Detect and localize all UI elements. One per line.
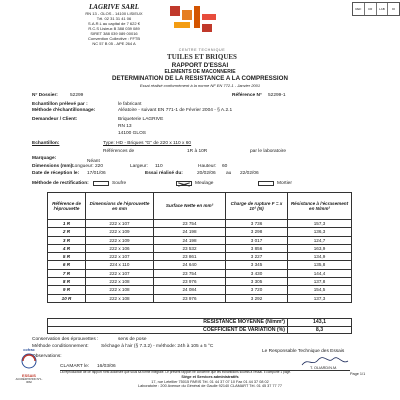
height-value: 60 [222, 164, 228, 169]
results-table [47, 192, 352, 303]
table-cell: 222 x 108 [86, 278, 154, 286]
table-cell: 222 x 109 [86, 236, 154, 244]
received-label: Date de réception le: [32, 171, 80, 176]
table-cell: 137,8 [288, 278, 352, 286]
brand-centre: CENTRE TECHNIQUE [178, 48, 226, 52]
page-number: Page 1/1 [350, 372, 366, 376]
table-cell: 222 x 108 [86, 294, 154, 302]
company-line: NC 57 B 05 - APE 264 A [92, 41, 136, 46]
signature-date: 16/03/06 [97, 364, 116, 369]
reference-value: 52299-1 [268, 93, 286, 98]
table-cell: 3 298 [226, 228, 288, 236]
footer-address: 17, rue Letellier 75015 PARIS Tél. 01 44 37 07 10 Fax 01 44 37 08 02 [151, 379, 269, 384]
column-header: Surface Nette en mm² [154, 193, 226, 220]
table-cell: 136,3 [288, 228, 352, 236]
table-cell: 24 640 [154, 261, 226, 269]
table-row [48, 286, 352, 294]
test-to-label: au [226, 171, 232, 176]
storage-value: sens de pose [118, 337, 147, 342]
dossier-label: N° Dossier: [32, 93, 58, 98]
table-cell: 2 R [48, 228, 86, 236]
footer-note: La reproduction de ce rapport n'est autorisée que sous sa forme intégrale. Le présent rapport ne concerne que les échantillons soumis à l'essai. Il comporte 1 page. [60, 370, 292, 374]
table-cell: 23 532 [154, 244, 226, 252]
refs-by: par le laboratoire [250, 149, 286, 154]
table-cell: 224 x 110 [86, 261, 154, 269]
dossier-value: 52299 [70, 93, 84, 98]
table-cell: 163,9 [288, 244, 352, 252]
report-heading: DETERMINATION DE LA RESISTANCE A LA COMPRESSION [112, 75, 288, 82]
table-row [48, 294, 352, 302]
table-cell: 222 x 106 [86, 244, 154, 252]
table-row [48, 220, 352, 228]
sampling-method-value: Aléatoire - suivant EN 771-1 de Février 2004 - § A.2.1 [118, 108, 233, 113]
sampling-label: Echantillon prélevé par : [32, 102, 88, 107]
marking-label: Marquage: [32, 156, 57, 161]
table-cell: 24 198 [154, 236, 226, 244]
table-cell: 3 305 [226, 278, 288, 286]
table-cell: 7 R [48, 269, 86, 277]
table-cell: 154,5 [288, 286, 352, 294]
table-cell: 23 754 [154, 220, 226, 228]
table-row [48, 236, 352, 244]
mortier-label: Mortier [277, 181, 292, 186]
ref-cell: REF [353, 3, 365, 15]
table-cell: 3 017 [226, 236, 288, 244]
width-value: 110 [155, 164, 163, 169]
reference-box [352, 2, 400, 16]
signature-role: Le Responsable Technique des Essais [262, 349, 345, 354]
footer-address-block [60, 375, 360, 389]
table-cell: 1 R [48, 220, 86, 228]
table-cell: 222 x 107 [86, 220, 154, 228]
table-cell: 134,9 [288, 253, 352, 261]
table-cell: 3 R [48, 236, 86, 244]
company-line: R.C.S Lisieux B 388 039 089 [88, 26, 140, 31]
company-line: Tél. 02 31 31 41 06 [96, 16, 132, 21]
summary-table [47, 318, 352, 334]
soufre-label: Soufre [112, 181, 127, 186]
cofrac-accreditation: ACCRÉDITATION N°1-0062 [15, 378, 43, 385]
ref-cell: DI [392, 7, 396, 11]
table-cell: 222 x 108 [86, 286, 154, 294]
mean-row [48, 319, 352, 327]
company-name: LAGRIVE SARL [89, 3, 139, 11]
ref-cell: LAB [377, 3, 389, 15]
test-from: 20/02/06 [197, 171, 216, 176]
company-line: RN 13 - GLOS - 14100 LISIEUX [85, 11, 143, 16]
table-cell: 3 345 [226, 261, 288, 269]
mean-value: 143,1 [288, 319, 352, 327]
dims-label: Dimensions (mm): [32, 164, 74, 169]
report-title: RAPPORT D'ESSAI [171, 62, 229, 69]
received-value: 17/01/06 [87, 171, 106, 176]
table-cell: 5 R [48, 253, 86, 261]
client-line: Briqueterie LAGRIVE [118, 117, 164, 122]
table-cell: 3 856 [226, 244, 288, 252]
brand-name: TUILES ET BRIQUES [167, 53, 237, 61]
table-row [48, 278, 352, 286]
table-cell: 3 292 [226, 294, 288, 302]
test-label: Essai réalisé du: [145, 171, 183, 176]
marking-value: Néant [87, 159, 100, 164]
table-row [48, 253, 352, 261]
table-cell: 23 754 [154, 269, 226, 277]
cofrac-sub: ESSAIS [22, 373, 36, 378]
ref-cell: CR [365, 3, 377, 15]
footer-seat: Siège et Services administratifs [181, 375, 239, 379]
conditioning-value: Séchage à l'air (§ 7.3.2) - méthode: 24h à 105 ± 5 °C [101, 344, 214, 349]
mortier-checkbox[interactable] [258, 181, 274, 186]
table-header-row [48, 193, 352, 220]
column-header: Charge de rupture F = x 10³ (N) [226, 193, 288, 220]
company-line: SIRET 388 039 089 00016 [90, 31, 138, 36]
column-header: Résistance à l'écrasement en N/mm² [288, 193, 352, 220]
table-cell: 222 x 107 [86, 253, 154, 261]
cofrac-brand: cofrac [23, 348, 35, 352]
table-cell: 23 976 [154, 294, 226, 302]
rectification-label: Méthode de rectification: [32, 181, 89, 186]
company-line: S.A.R.L au capital de 7 622 € [88, 21, 140, 26]
column-header: Dimensions de l'éprouvette en mm [86, 193, 154, 220]
table-cell: 8 R [48, 278, 86, 286]
table-cell: 137,3 [288, 294, 352, 302]
client-line: RN 13 [118, 124, 132, 129]
table-cell: 222 x 107 [86, 269, 154, 277]
table-cell: 10 R [48, 294, 86, 302]
sample-value: Type: HD - Briques "G" de 220 x 110 x 60 [103, 141, 192, 146]
reference-label: Référence N° [232, 93, 262, 98]
meulage-checkbox[interactable] [176, 181, 192, 186]
cofrac-logo-icon [14, 353, 44, 369]
signatory-name: T. OLIARD/N.M. [310, 366, 338, 370]
norm-note: Essai réalisé conformément à la norme NF EN 772-1 - Janvier 2001 [139, 82, 261, 88]
width-label: Largeur: [130, 164, 148, 169]
sampling-value: le fabricant [118, 102, 142, 107]
sampling-method-label: Méthode d'échantillonnage: [32, 108, 96, 113]
table-cell: 222 x 109 [86, 228, 154, 236]
conditioning-label: Méthode conditionnement: [32, 344, 89, 349]
table-cell: 135,8 [288, 261, 352, 269]
cv-value: 8,3 [288, 326, 352, 334]
length-value: 220 [95, 164, 104, 169]
table-cell: 144,4 [288, 269, 352, 277]
table-cell: 3 430 [226, 269, 288, 277]
refs-value: 1R à 10R [187, 149, 208, 154]
client-line: 14100 GLOS [118, 131, 147, 136]
table-cell: 3 227 [226, 253, 288, 261]
table-cell: 6 R [48, 261, 86, 269]
table-cell: 9 R [48, 286, 86, 294]
refs-label: Références de [103, 149, 135, 154]
cv-label: COEFFICIENT DE VARIATION (%) [48, 326, 288, 334]
table-row [48, 244, 352, 252]
table-cell: 157,3 [288, 220, 352, 228]
storage-label: Conservation des éprouvettes : [32, 337, 99, 342]
table-cell: 23 976 [154, 278, 226, 286]
brand-block [152, 48, 252, 61]
mean-label: RESISTANCE MOYENNE (N/mm²) [48, 319, 288, 327]
report-title-block [100, 62, 300, 88]
cofrac-badge [14, 348, 44, 384]
table-cell: 124,7 [288, 236, 352, 244]
client-label: Demandeur / Client: [32, 117, 78, 122]
report-subtitle: ELEMENTS DE MACONNERIE [164, 69, 236, 75]
place-label: CLAMART le: [60, 364, 90, 369]
table-row [48, 261, 352, 269]
soufre-checkbox[interactable] [93, 181, 109, 186]
footer-lab: Laboratoire : 200 Avenue du Général de Gaulle 92140 CLAMART Tél. 01 45 37 77 77 [138, 384, 282, 389]
ctmnc-logo-icon [170, 6, 218, 36]
company-header [84, 3, 144, 46]
cv-row [48, 326, 352, 334]
meulage-label: Meulage [195, 181, 214, 186]
table-cell: 24 198 [154, 228, 226, 236]
test-to: 22/02/06 [240, 171, 259, 176]
table-cell: 4 R [48, 244, 86, 252]
table-cell: 3 736 [226, 220, 288, 228]
column-header: Référence de l'éprouvette [48, 193, 86, 220]
length-label: Longueur: [72, 164, 94, 169]
table-row [48, 228, 352, 236]
table-row [48, 269, 352, 277]
sample-label: Echantillon: [32, 141, 60, 146]
height-label: Hauteur: [198, 164, 217, 169]
observations-label: Observations: [32, 354, 62, 359]
company-line: Convention Collective : FFTB [87, 36, 141, 41]
table-cell: 3 720 [226, 286, 288, 294]
table-cell: 24 084 [154, 286, 226, 294]
table-cell: 23 861 [154, 253, 226, 261]
